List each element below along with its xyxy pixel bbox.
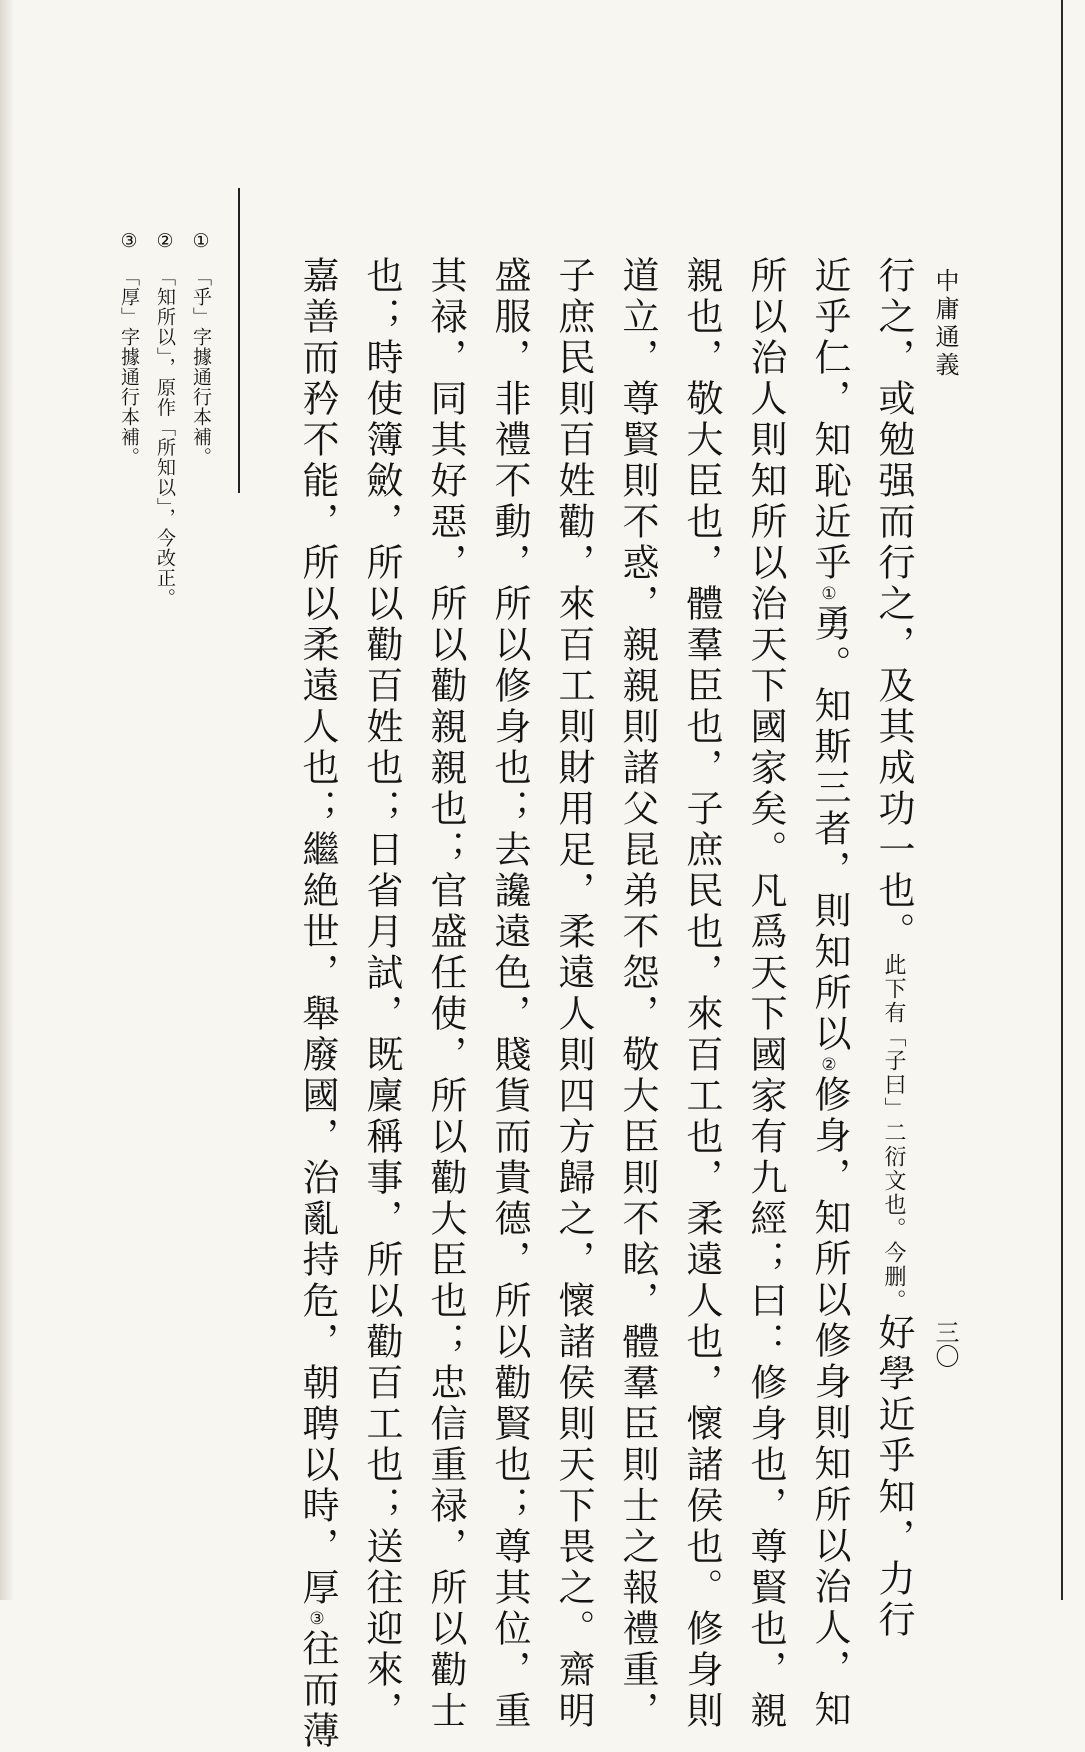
text-segment: 子庶民則百姓勸，來百工則財用足，柔遠人則四方歸之，懷諸侯則天下畏之。齋明 [552, 256, 595, 1732]
text-column [479, 256, 539, 1732]
text-column [351, 256, 411, 1732]
footnote-text: 「知所以」，原作「所知以」，今改正。 [154, 267, 176, 608]
text-segment: 盛服，非禮不動，所以修身也；去讒遠色，賤貨而貴德，所以勸賢也；尊其位，重 [488, 256, 531, 1732]
footnote-text: 「厚」字據通行本補。 [118, 267, 140, 467]
footnote-ref[interactable]: ③ [307, 1609, 327, 1629]
text-column [543, 256, 603, 1732]
text-segment: 近乎仁，知恥近乎 [808, 256, 851, 584]
footnote [148, 230, 182, 608]
footnote-ref[interactable]: ① [819, 584, 839, 604]
footnote-number: ① [190, 230, 212, 253]
footnote-divider [238, 188, 240, 493]
footnote-number: ③ [118, 230, 140, 253]
text-segment: 好學近乎知，力行 [872, 1313, 915, 1641]
footnote-ref[interactable]: ② [819, 1055, 839, 1075]
text-column [799, 256, 859, 1731]
text-segment: 其禄，同其好惡，所以勸親親也；官盛任使，所以勸大臣也；忠信重禄，所以勸士 [424, 256, 467, 1732]
text-segment: 也；時使簿斂，所以勸百姓也；日省月試，既廩稱事，所以勸百工也；送往迎來， [360, 256, 403, 1732]
text-column [735, 256, 795, 1732]
footnotes [112, 230, 218, 608]
footnote [112, 230, 146, 608]
text-column [863, 256, 923, 1641]
text-segment: 所以治人則知所以治天下國家矣。凡爲天下國家有九經；曰：修身也，尊賢也，親 [744, 256, 787, 1732]
page-left-edge [0, 0, 14, 1600]
text-segment: 勇。知斯三者，則知所以 [808, 604, 851, 1055]
text-segment: 行之，或勉强而行之，及其成功一也。 [872, 256, 915, 953]
text-segment: 道立，尊賢則不惑，親親則諸父昆弟不怨，敬大臣則不眩，體羣臣則士之報禮重， [616, 256, 659, 1732]
footnote-number: ② [154, 230, 176, 253]
running-title: 中庸通義 [931, 268, 959, 380]
main-text [287, 256, 923, 1752]
text-segment: 往而薄 [296, 1629, 339, 1752]
text-segment: 親也，敬大臣也，體羣臣也，子庶民也，來百工也，柔遠人也，懷諸侯也。修身則 [680, 256, 723, 1732]
page-right-edge [1061, 0, 1085, 1600]
text-segment: 修身，知所以修身則知所以治人，知 [808, 1075, 851, 1731]
text-column [607, 256, 667, 1732]
text-column [415, 256, 475, 1732]
page-number: 三〇 [931, 1320, 959, 1368]
text-column [671, 256, 731, 1732]
text-column [287, 256, 347, 1752]
footnote [184, 230, 218, 608]
text-segment: 嘉善而矜不能，所以柔遠人也；繼絶世，舉廢國，治亂持危，朝聘以時，厚 [296, 256, 339, 1609]
inline-editorial-note: 此下有「子曰」二衍文也。今删。 [881, 953, 906, 1313]
footnote-text: 「乎」字據通行本補。 [190, 267, 212, 467]
